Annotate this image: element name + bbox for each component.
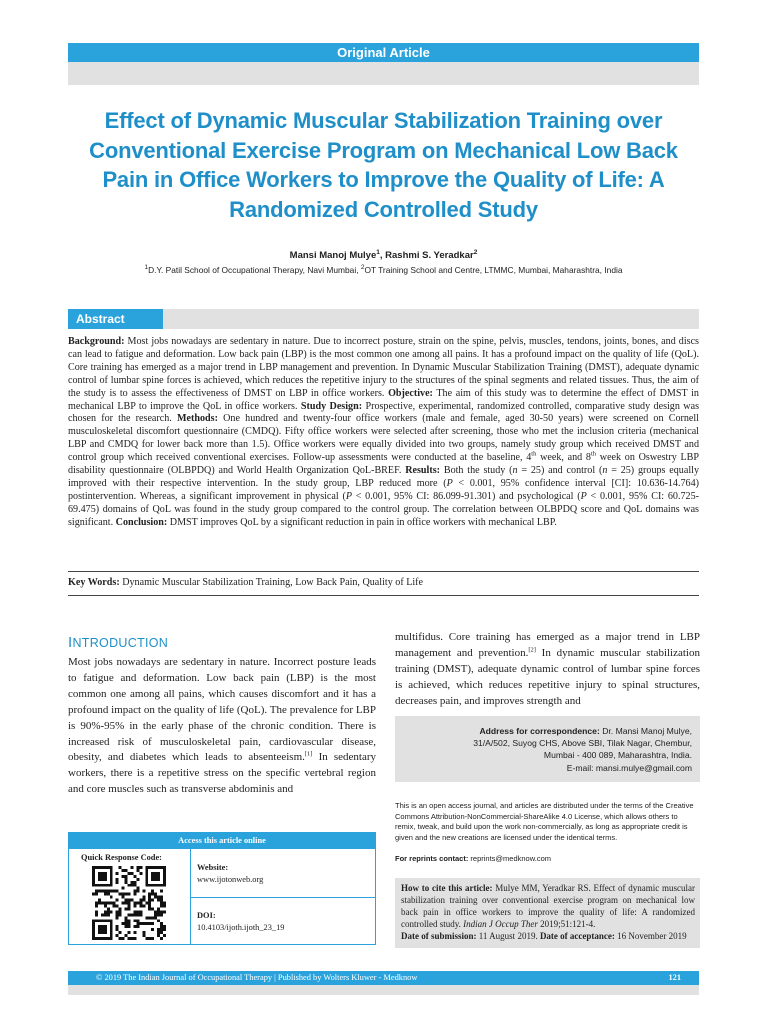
- access-mid-rule: [191, 897, 375, 898]
- article-title: Effect of Dynamic Muscular Stabilization Training over Conventional Exercise Program on Mechanical Low Back Pain in Office Workers to Improve the Quality of Life: A Randomized Controlled Study: [89, 108, 678, 222]
- author-2: Rashmi S. Yeradkar: [385, 250, 474, 261]
- results-n-2: n: [602, 465, 608, 477]
- results-text-a: Both the study (: [440, 465, 513, 477]
- background-label: Background:: [68, 336, 125, 347]
- design-label: Study Design:: [300, 400, 363, 412]
- intro-left-text-a: Most jobs nowadays are sedentary in nature. Incorrect posture leads to fatigue and deformation. Low back pain (LBP) is the most common one among all pains, which causes discomfort and it has a profound impact on the quality of life (QoL). The prevalence for LBP is 90%-95% in the early phase of the chronic condition. There is increased risk of musculoskeletal pain, cardiovascular disease, obesity, and diabetes which leads to absenteeism.: [68, 656, 376, 764]
- abstract-heading: Abstract: [68, 309, 163, 329]
- results-label: Results:: [405, 465, 441, 477]
- intro-right-text-a: multifidus. Core training has emerged as a major trend in LBP management and prevention.: [395, 631, 700, 659]
- abstract-bar-gray: [163, 309, 699, 329]
- correspondence-line-3: E-mail: mansi.mulye@gmail.com: [566, 762, 692, 773]
- introduction-heading-rest: NTRODUCTION: [72, 636, 169, 650]
- methods-text-c: week on Oswestry LBP disability questionnaire (OLBPDQ) and World Health Organization QoL-BREF.: [68, 452, 699, 477]
- reprints-line: [395, 854, 700, 863]
- intro-ref-2: [2]: [528, 646, 536, 654]
- qr-code-icon[interactable]: [92, 866, 166, 940]
- access-online-box: [68, 832, 376, 945]
- objective-label: Objective:: [388, 387, 433, 399]
- results-text-e: < 0.001, 95% CI: 86.099-91.301) and psychological (: [351, 490, 581, 502]
- website-link[interactable]: www.ijotonweb.org: [197, 875, 264, 884]
- cite-text-b: 2019;51:121-4.: [537, 919, 596, 929]
- qr-code-label: Quick Response Code:: [81, 853, 162, 862]
- cite-text-a: Mulye MM, Yeradkar RS. Effect of dynamic muscular stabilization training over conventional exercise program on mechanical low back pain in office workers to improve the quality of life: A randomized controlled study.: [401, 883, 695, 929]
- conclusion-label: Conclusion:: [115, 516, 168, 528]
- header-gray-band: [68, 62, 699, 85]
- cite-label: How to cite this article:: [401, 883, 493, 893]
- cite-box: [395, 878, 700, 948]
- intro-left-text-b: In sedentary workers, there is a repetitive stress on the specific vertebral region and core muscles such as transverse abdominis and: [68, 751, 376, 796]
- keywords: [68, 577, 699, 588]
- objective-text: The aim of this study was to determine the effect of DMST in mechanical LBP to improve the QoL in office workers.: [68, 387, 699, 412]
- authors: [68, 250, 699, 261]
- acceptance-date: 16 November 2019: [614, 931, 687, 941]
- footer-gray-band: [68, 985, 699, 995]
- submission-label: Date of submission:: [401, 931, 477, 941]
- design-text: Prospective, experimental, randomized controlled, comparative study design was chosen for the research.: [68, 400, 700, 425]
- results-p-2: P: [345, 490, 352, 502]
- results-p-1: P: [446, 477, 453, 489]
- methods-text-a: One hundred and twenty-four office workers (male and female, aged 30-50 years) were screened on Cornell musculoskeletal discomfort questionnaire (CMDQ). Fifty office workers were selected after screening, those who met the inclusion criteria (mechanical LBP and CMDQ for lower back more than 1.5). Office workers were equally divided into two groups, namely study group which received DMST and control group which received conventional exercises. Follow-up assessments were conducted at the baseline, 4: [68, 413, 699, 464]
- keywords-text: Dynamic Muscular Stabilization Training, Low Back Pain, Quality of Life: [119, 577, 424, 588]
- background-text: Most jobs nowadays are sedentary in nature. Due to incorrect posture, strain on the spine, pelvis, muscles, tendons, joints, bones, and discs can lead to fatigue and deformation. Low back pain (LBP) is the most common one among all pains. It has a profound impact on the quality of life (QoL). Core training has emerged as a major trend in LBP management and prevention. In Dynamic Muscular Stabilization Training (DMST), adequate dynamic control of lumbar spine forces is achieved, which reduces the repetitive injury to the structures of the spinal segments and related tissues. Thus, the aim of the study is to assess the effectiveness of DMST on LBP in office workers.: [68, 336, 699, 399]
- introduction-heading-cap: I: [68, 634, 73, 651]
- methods-th-2: th: [590, 450, 597, 458]
- results-n-1: n: [512, 465, 518, 477]
- affil-2: OT Training School and Centre, LTMMC, Mumbai, Maharashtra, India: [364, 265, 623, 275]
- methods-label: Methods:: [177, 413, 218, 425]
- correspondence-line-1: 31/A/502, Suyog CHS, Above SBI, Tilak Nagar, Chembur,: [473, 738, 692, 749]
- correspondence-box: [395, 716, 700, 782]
- author-1-sup: 1: [376, 248, 380, 256]
- results-p-3: P: [580, 490, 587, 502]
- intro-right-text-b: In dynamic muscular stabilization training (DMST), adequate dynamic control of lumbar spine forces is achieved, which reduces repetitive injury to spinal structures, decreases pain, and improves strength and: [395, 646, 700, 707]
- page-number: 121: [668, 973, 681, 982]
- keywords-rule-top: [68, 571, 699, 572]
- submission-date: 11 August 2019.: [476, 931, 540, 941]
- correspondence-label: Address for correspondence:: [479, 726, 600, 736]
- introduction-left-column: [68, 655, 376, 798]
- author-2-sup: 2: [473, 248, 478, 256]
- results-text-c: = 25) groups equally improved with their respective intervention. In the study group, LBP reduced more (: [68, 465, 699, 489]
- methods-th-1: th: [531, 450, 537, 458]
- results-text-d: < 0.001, 95% confidence interval [CI]: 10.636-14.764) postintervention. Whereas, a significant improvement in physical (: [68, 477, 699, 502]
- cite-text: [401, 882, 695, 942]
- affiliations: [68, 265, 699, 275]
- abstract-body: [68, 336, 699, 530]
- abstract-heading-bar: [68, 309, 699, 329]
- conclusion-text: DMST improves QoL by a significant reduction in pain in office workers with mechanical LBP.: [167, 516, 557, 528]
- doi-value[interactable]: 10.4103/ijoth.ijoth_23_19: [197, 923, 285, 932]
- author-1: Mansi Manoj Mulye: [289, 250, 377, 261]
- correspondence-line-2: Mumbai - 400 089, Maharashtra, India.: [543, 750, 692, 761]
- keywords-label: Key Words:: [68, 577, 120, 588]
- results-text-b: = 25) and control (: [517, 465, 603, 477]
- doi-label: DOI:: [197, 911, 216, 920]
- license-text: This is an open access journal, and articles are distributed under the terms of the Creative Commons Attribution-NonCommercial-ShareAlike 4.0 License, which allows others to remix, tweak, and build upon the work non-commercially, as long as appropriate credit is given and the new creations are licensed under the identical terms.: [395, 801, 694, 842]
- author-sep: ,: [379, 250, 386, 261]
- affil-2-sup: 2: [360, 264, 365, 272]
- correspondence-name: Dr. Mansi Manoj Mulye,: [599, 726, 692, 736]
- results-text-f: < 0.001, 95% CI: 60.725-69.475) domains of QoL was found in the study group compared to the control group. The correlation between OLBPDQ score and QoL domains was significant.: [68, 490, 699, 528]
- article-type-banner: Original Article: [68, 43, 699, 62]
- correspondence-text: [402, 725, 692, 774]
- access-online-heading: Access this article online: [69, 833, 375, 849]
- methods-text-b: week, and 8: [536, 452, 591, 464]
- acceptance-label: Date of acceptance:: [539, 931, 615, 941]
- reprints-email[interactable]: reprints@medknow.com: [468, 854, 551, 863]
- correspondence-line-name: [402, 725, 692, 737]
- affil-1: D.Y. Patil School of Occupational Therapy, Navi Mumbai,: [148, 265, 361, 275]
- affil-1-sup: 1: [144, 264, 149, 272]
- reprints-label: For reprints contact:: [395, 854, 469, 863]
- intro-ref-1: [1]: [304, 750, 313, 758]
- keywords-rule-bottom: [68, 595, 699, 596]
- footer-copyright: © 2019 The Indian Journal of Occupational Therapy | Published by Wolters Kluwer - Medknow: [96, 973, 418, 982]
- website-label: Website:: [197, 863, 229, 872]
- cite-journal: Indian J Occup Ther: [463, 919, 538, 929]
- introduction-right-column: [395, 630, 700, 710]
- introduction-heading: [68, 634, 168, 651]
- footer-bar: [68, 971, 699, 985]
